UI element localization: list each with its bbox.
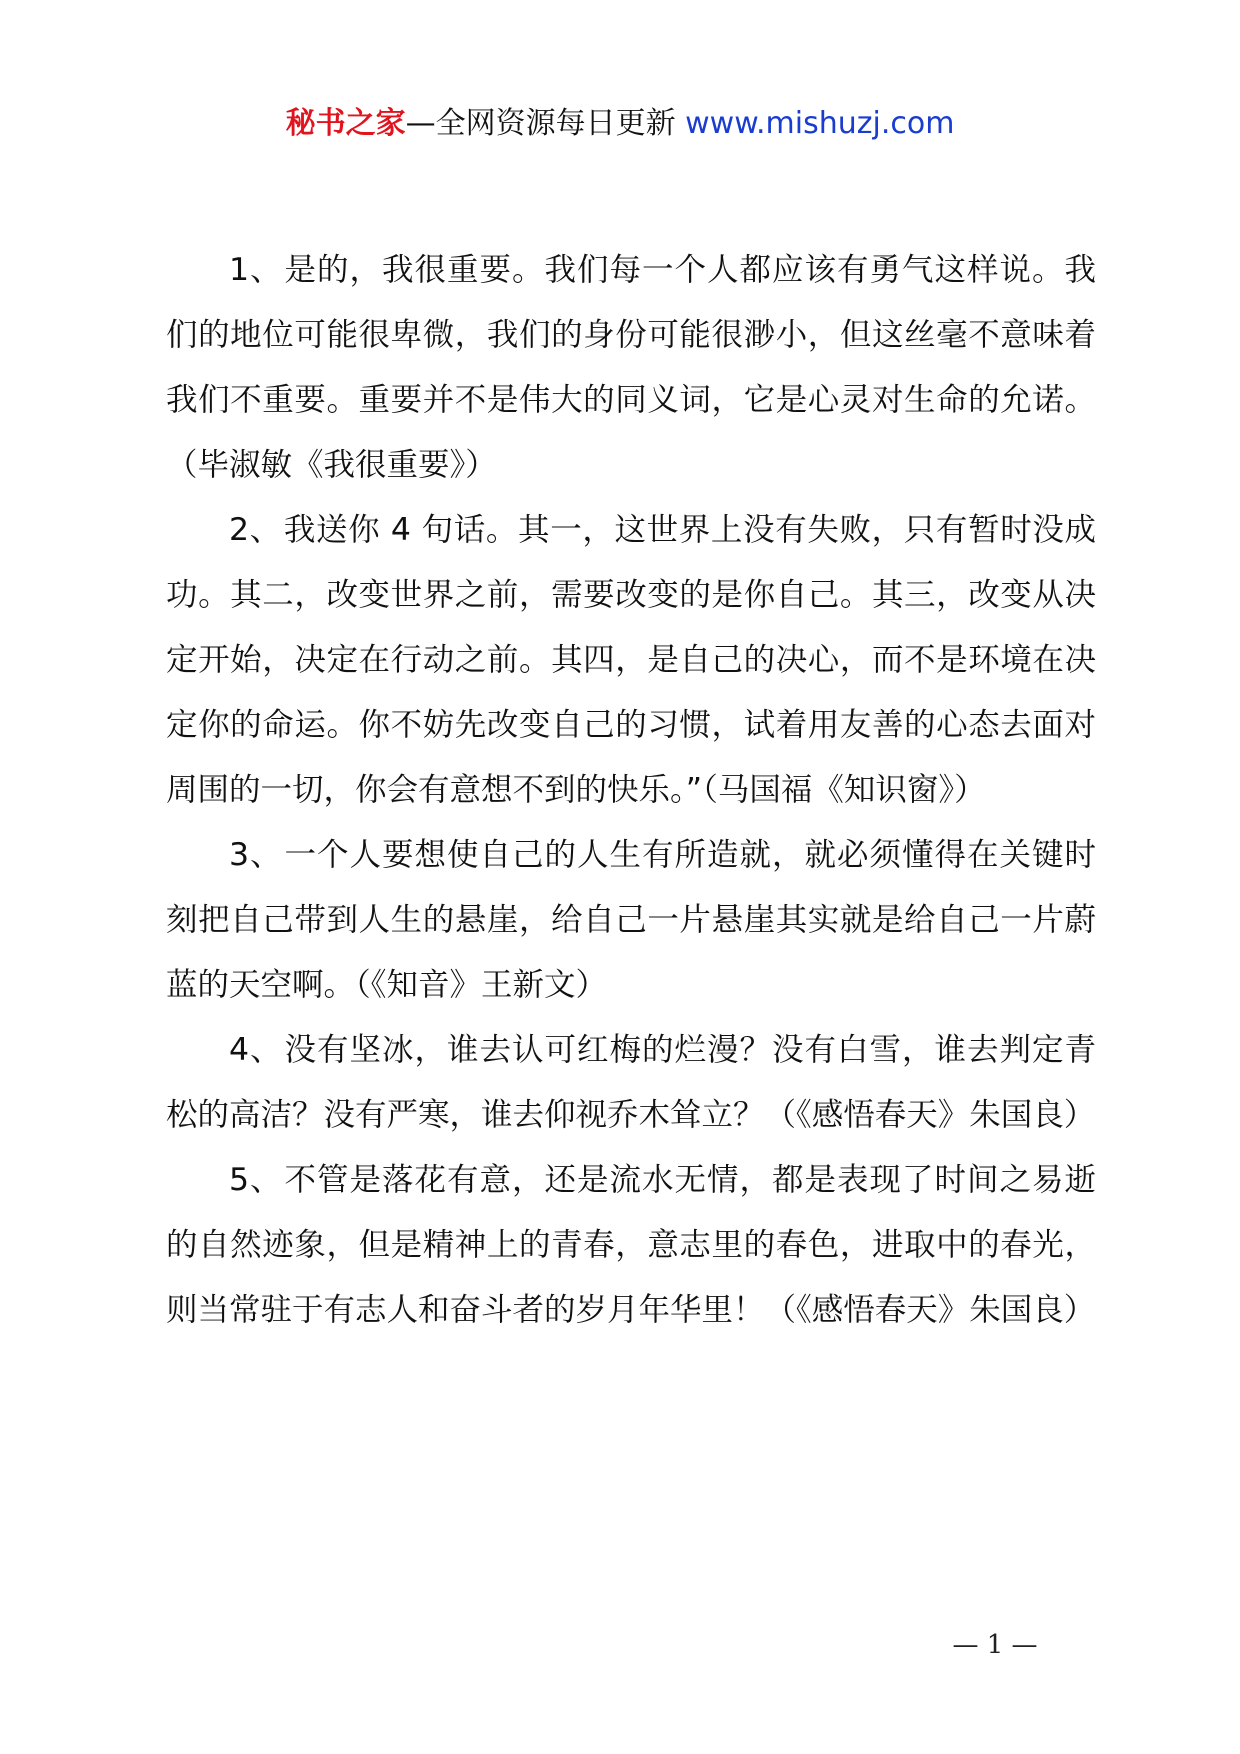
quote-paragraph-4 bbox=[166, 1018, 1096, 1148]
paragraph-text: 一个人要想使自己的人生有所造就，就必须懂得在关键时刻把自己带到人生的悬崖，给自己一片悬崖其实就是给自己一片蔚蓝的天空啊。（《知音》王新文） bbox=[166, 837, 1096, 1003]
quote-paragraph-2 bbox=[166, 498, 1096, 823]
paragraph-number: 3、 bbox=[229, 837, 283, 873]
quote-paragraph-3 bbox=[166, 823, 1096, 1018]
page-number: — 1 — bbox=[952, 1630, 1038, 1660]
site-url[interactable]: www.mishuzj.com bbox=[685, 106, 955, 141]
document-body bbox=[166, 238, 1096, 1343]
paragraph-number: 4、 bbox=[229, 1032, 283, 1068]
site-brand: 秘书之家 bbox=[285, 106, 406, 141]
paragraph-text: 是的，我很重要。我们每一个人都应该有勇气这样说。我们的地位可能很卑微，我们的身份可能很渺小，但这丝毫不意味着我们不重要。重要并不是伟大的同义词，它是心灵对生命的允诺。（毕淑敏《我很重要》） bbox=[166, 252, 1096, 483]
quote-paragraph-1 bbox=[166, 238, 1096, 498]
paragraph-text: 不管是落花有意，还是流水无情，都是表现了时间之易逝的自然迹象，但是精神上的青春，意志里的春色，进取中的春光，则当常驻于有志人和奋斗者的岁月年华里！（《感悟春天》朱国良） bbox=[166, 1162, 1096, 1328]
site-header bbox=[0, 100, 1240, 148]
paragraph-number: 1、 bbox=[229, 252, 283, 288]
paragraph-text: 我送你 4 句话。其一，这世界上没有失败，只有暂时没成功。其二，改变世界之前，需要改变的是你自己。其三，改变从决定开始，决定在行动之前。其四，是自己的决心，而不是环境在决定你的命运。你不妨先改变自己的习惯，试着用友善的心态去面对周围的一切，你会有意想不到的快乐。”（马国福《知识窗》） bbox=[166, 512, 1097, 808]
paragraph-text: 没有坚冰，谁去认可红梅的烂漫？没有白雪，谁去判定青松的高洁？没有严寒，谁去仰视乔木耸立？（《感悟春天》朱国良） bbox=[166, 1032, 1096, 1133]
paragraph-number: 5、 bbox=[229, 1162, 283, 1198]
paragraph-number: 2、 bbox=[229, 512, 282, 548]
site-slogan: —全网资源每日更新 bbox=[405, 106, 686, 141]
quote-paragraph-5 bbox=[166, 1148, 1096, 1343]
